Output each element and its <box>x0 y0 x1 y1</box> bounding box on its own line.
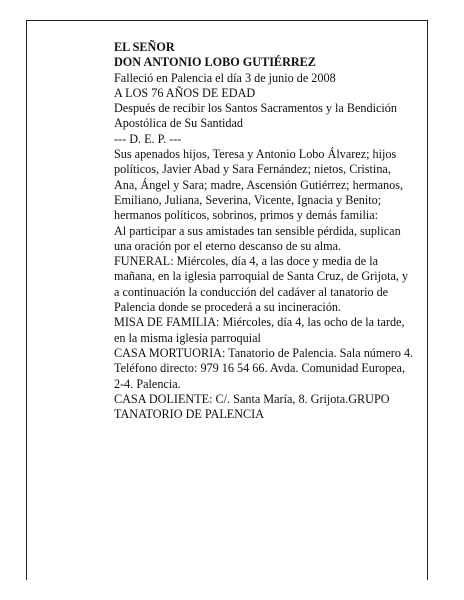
family-text: Sus apenados hijos, Teresa y Antonio Lobo Álvarez; hijos políticos, Javier Abad y Sara Fernández; nietos, Cristina, Ana, Ángel y Sara; madre, Ascensión Gutiérrez; hermanos, Emiliano, Juliana, Severina, Vicente, Ignacia y Benito; hermanos políticos, sobrinos, primos y demás familia: <box>114 147 404 223</box>
sacraments-text: Después de recibir los Santos Sacramentos y la Bendición Apostólica de Su Santidad <box>114 101 397 131</box>
request-text: Al participar a sus amistades tan sensible pérdida, suplican una oración por el eterno descanso de su alma. <box>114 223 401 253</box>
title-line-2: DON ANTONIO LOBO GUTIÉRREZ <box>114 55 316 70</box>
casa-doliente-text: CASA DOLIENTE: C/. Santa María, 8. Grijota.GRUPO TANATORIO DE PALENCIA <box>114 391 390 422</box>
title-line-1: EL SEÑOR <box>114 40 175 54</box>
death-date-text: Falleció en Palencia el día 3 de junio de 2008 <box>114 70 336 85</box>
casa-mortuoria-text: CASA MORTUORIA: Tanatorio de Palencia. Sala número 4. Teléfono directo: 979 16 54 66. Avda. Comunidad Europea, 2-4. Palencia. <box>114 345 414 391</box>
age-text: A LOS 76 AÑOS DE EDAD <box>114 85 256 100</box>
funeral-text: FUNERAL: Miércoles, día 4, a las doce y media de la mañana, en la iglesia parroquial de Santa Cruz, de Grijota, y a continuación la conducción del cadáver al tanatorio de Palencia donde se procederá a su incineración. <box>114 254 409 315</box>
family-mass-text: MISA DE FAMILIA: Miércoles, día 4, las ocho de la tarde, en la misma iglesia parroquial <box>114 315 405 345</box>
obituary-notice <box>114 40 416 422</box>
dep-text: --- D. E. P. --- <box>114 131 182 146</box>
